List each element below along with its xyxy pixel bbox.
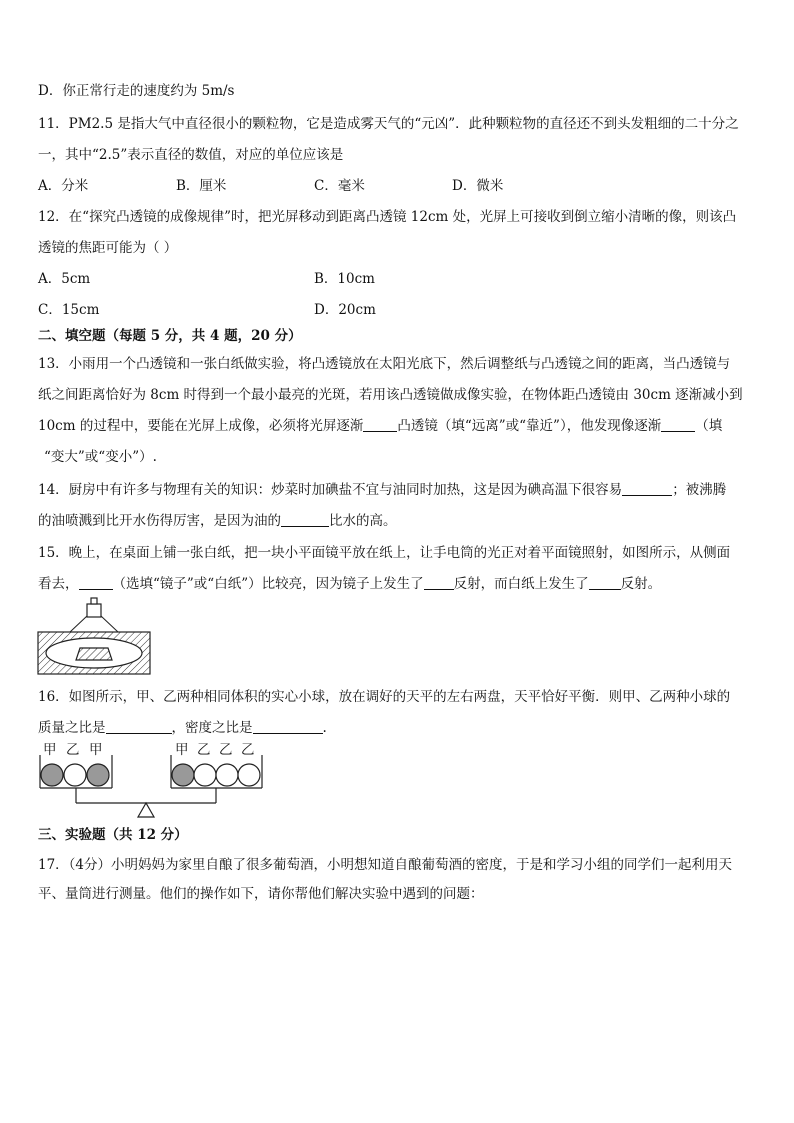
q15-answer-blank-2[interactable] (424, 575, 454, 590)
section-2-heading: 二、填空题（每题 5 分，共 4 题，20 分） (38, 328, 302, 344)
q12-option-c: C．15cm (38, 302, 100, 318)
q12-option-b: B．10cm (314, 271, 375, 287)
label-right-3: 乙 (219, 742, 233, 758)
q14-answer-blank-1[interactable] (622, 481, 672, 496)
plane-mirror (76, 648, 112, 660)
q16-line2-part3: . (322, 720, 327, 736)
q17-text-line1: 17．（4分）小明妈妈为家里自酿了很多葡萄酒，小明想知道自酿葡萄酒的密度，于是和学习小组的同学们一起利用天 (38, 857, 733, 873)
q16-line2-part2: ，密度之比是 (171, 720, 253, 736)
q15-line2-part3: 反射，而白纸上发生了 (453, 576, 589, 592)
q16-answer-blank-1[interactable] (106, 719, 172, 734)
q12-option-d: D．20cm (314, 302, 376, 318)
q13-text-line2: 纸之间距离恰好为 8cm 时得到一个最小最亮的光斑，若用该凸透镜做成像实验，在物体距凸透镜由 30cm 逐渐减小到 (38, 387, 743, 403)
q13-line3-part2: 凸透镜（填“远离”或“靠近”），他发现像逐渐 (397, 418, 662, 434)
q13-text-line4: “变大”或“变小”）. (44, 449, 157, 465)
q11-text-line1: 11．PM2.5 是指大气中直径很小的颗粒物，它是造成雾天气的“元凶”．此种颗粒物的直径还不到头发粗细的二十分之 (38, 116, 739, 132)
q14-text-line2 (38, 512, 397, 530)
ball-yi (216, 764, 238, 786)
balance-fulcrum (138, 803, 154, 817)
label-left-1: 甲 (43, 742, 57, 758)
q11-option-d: D．微米 (452, 178, 504, 194)
q15-line2-part1: 看去， (38, 576, 79, 592)
q16-text-line2 (38, 719, 327, 737)
label-right-4: 乙 (241, 742, 255, 758)
q11-option-a: A．分米 (38, 178, 89, 194)
q14-answer-blank-2[interactable] (281, 512, 329, 527)
ball-yi (238, 764, 260, 786)
q13-text-line1: 13．小雨用一个凸透镜和一张白纸做实验，将凸透镜放在太阳光底下，然后调整纸与凸透镜之间的距离，当凸透镜与 (38, 356, 731, 372)
label-right-1: 甲 (175, 742, 189, 758)
flashlight-mirror-figure (36, 596, 154, 676)
q14-line1-part1: 14．厨房中有许多与物理有关的知识：炒菜时加碘盐不宜与油同时加热，这是因为碘高温下很容易 (38, 482, 623, 498)
q15-answer-blank-3[interactable] (589, 575, 621, 590)
q14-line2-part2: 比水的高。 (329, 513, 397, 529)
q16-text-line1: 16．如图所示，甲、乙两种相同体积的实心小球，放在调好的天平的左右两盘，天平恰好平衡．则甲、乙两种小球的 (38, 689, 731, 705)
q13-answer-blank-1[interactable] (363, 417, 397, 432)
q12-option-a: A．5cm (38, 271, 91, 287)
ball-jia (87, 764, 109, 786)
q16-answer-blank-2[interactable] (253, 719, 323, 734)
q15-answer-blank-1[interactable] (79, 575, 113, 590)
balance-figure (38, 741, 278, 823)
q15-text-line1: 15．晚上，在桌面上铺一张白纸，把一块小平面镜平放在纸上，让手电筒的光正对着平面镜照射，如图所示，从侧面 (38, 545, 731, 561)
section-3-heading: 三、实验题（共 12 分） (38, 827, 188, 843)
q10-option-d: D．你正常行走的速度约为 5m/s (38, 83, 235, 99)
ball-jia (41, 764, 63, 786)
q14-text-line1 (38, 481, 726, 499)
q16-line2-part1: 质量之比是 (38, 720, 106, 736)
q11-text-line2: 一，其中“2.5”表示直径的数值，对应的单位应该是 (38, 147, 344, 163)
q12-text-line2: 透镜的焦距可能为（ ） (38, 240, 178, 256)
q15-text-line2 (38, 575, 661, 593)
q17-text-line2: 平、量筒进行测量。他们的操作如下，请你帮他们解决实验中遇到的问题： (38, 886, 484, 902)
label-left-3: 甲 (89, 742, 103, 758)
q13-answer-blank-2[interactable] (661, 417, 695, 432)
q14-line1-part2: ；被沸腾 (672, 482, 727, 498)
q15-line2-part2: （选填“镜子”或“白纸”）比较亮，因为镜子上发生了 (112, 576, 424, 592)
q11-option-c: C．毫米 (314, 178, 365, 194)
q11-option-b: B．厘米 (176, 178, 227, 194)
q14-line2-part1: 的油喷溅到比开水伤得厉害，是因为油的 (38, 513, 281, 529)
label-right-2: 乙 (197, 742, 211, 758)
ball-yi (64, 764, 86, 786)
ball-jia (172, 764, 194, 786)
ball-yi (194, 764, 216, 786)
q12-text-line1: 12．在“探究凸透镜的成像规律”时，把光屏移动到距离凸透镜 12cm 处，光屏上可接收到倒立缩小清晰的像，则该凸 (38, 209, 737, 225)
flashlight-icon (87, 604, 101, 617)
label-left-2: 乙 (66, 742, 80, 758)
q15-line2-part4: 反射。 (620, 576, 662, 592)
q13-line3-part3: （填 (695, 418, 723, 434)
q13-line3-part1: 10cm 的过程中，要能在光屏上成像，必须将光屏逐渐 (38, 418, 364, 434)
q13-text-line3 (38, 417, 722, 435)
